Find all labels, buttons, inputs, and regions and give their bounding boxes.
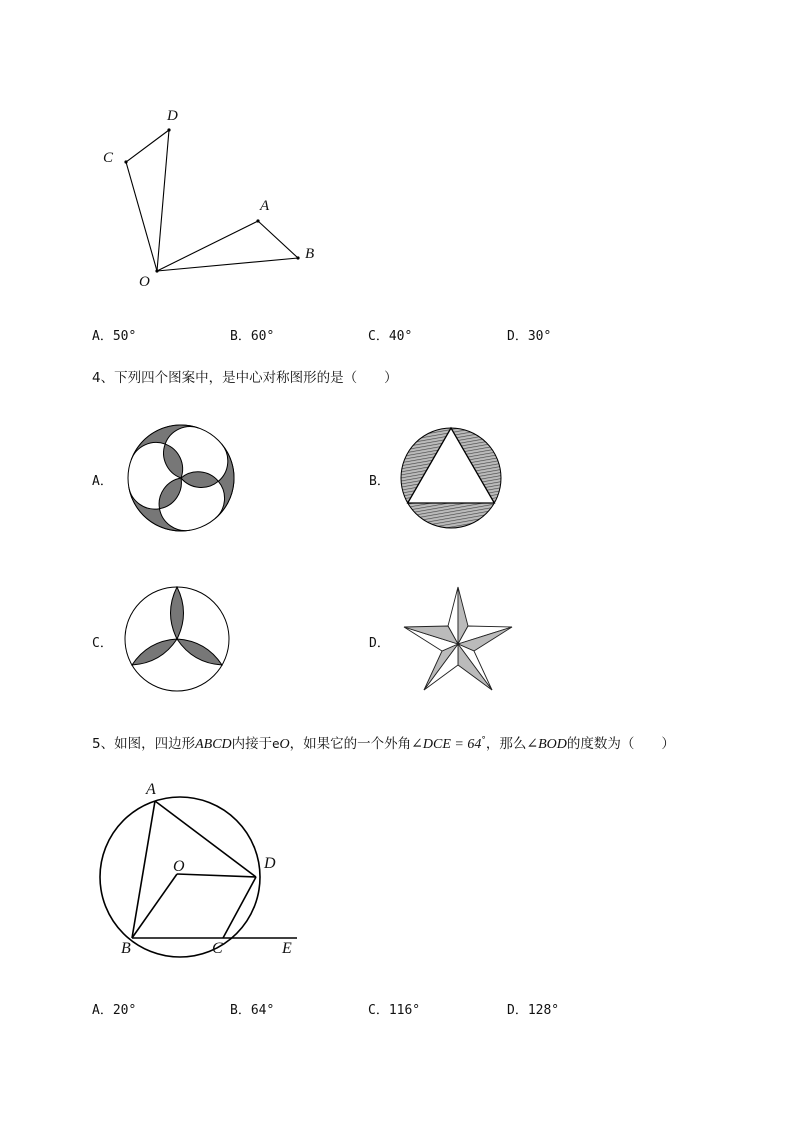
question-4-stem: 4、下列四个图案中，是中心对称图形的是（ ） bbox=[92, 370, 398, 386]
point-label-o: O bbox=[173, 858, 185, 875]
q4-tag-c[interactable]: C． bbox=[92, 636, 113, 651]
point-label-a: A bbox=[146, 781, 156, 798]
q4-tag-b[interactable]: B． bbox=[369, 474, 390, 489]
q5-option-b[interactable]: B．64° bbox=[230, 1003, 275, 1018]
point-label-e: E bbox=[282, 940, 292, 957]
circle-symbol: e bbox=[272, 737, 280, 751]
point-label-a: A bbox=[260, 198, 270, 214]
point-label-d: D bbox=[167, 108, 178, 124]
q5-option-d[interactable]: D．128° bbox=[507, 1003, 560, 1018]
q5-option-c[interactable]: C．116° bbox=[368, 1003, 421, 1018]
point-label-o: O bbox=[139, 274, 150, 290]
q3-option-b[interactable]: B．60° bbox=[230, 329, 275, 344]
q3-option-d[interactable]: D．30° bbox=[507, 329, 552, 344]
question-5-stem: 5、如图，四边形ABCD内接于eO，如果它的一个外角∠DCE = 64°，那么∠BOD的度数为（ ） bbox=[92, 735, 675, 752]
point-label-d: D bbox=[264, 855, 276, 872]
point-label-c: C bbox=[103, 150, 114, 166]
point-label-b: B bbox=[305, 246, 315, 262]
point-label-c: C bbox=[212, 940, 223, 957]
q3-option-a[interactable]: A．50° bbox=[92, 329, 137, 344]
q4-tag-a[interactable]: A． bbox=[92, 474, 113, 489]
q3-option-c[interactable]: C．40° bbox=[368, 329, 413, 344]
q4-tag-d[interactable]: D． bbox=[369, 636, 390, 651]
q5-option-a[interactable]: A．20° bbox=[92, 1003, 137, 1018]
point-label-b: B bbox=[121, 940, 131, 957]
